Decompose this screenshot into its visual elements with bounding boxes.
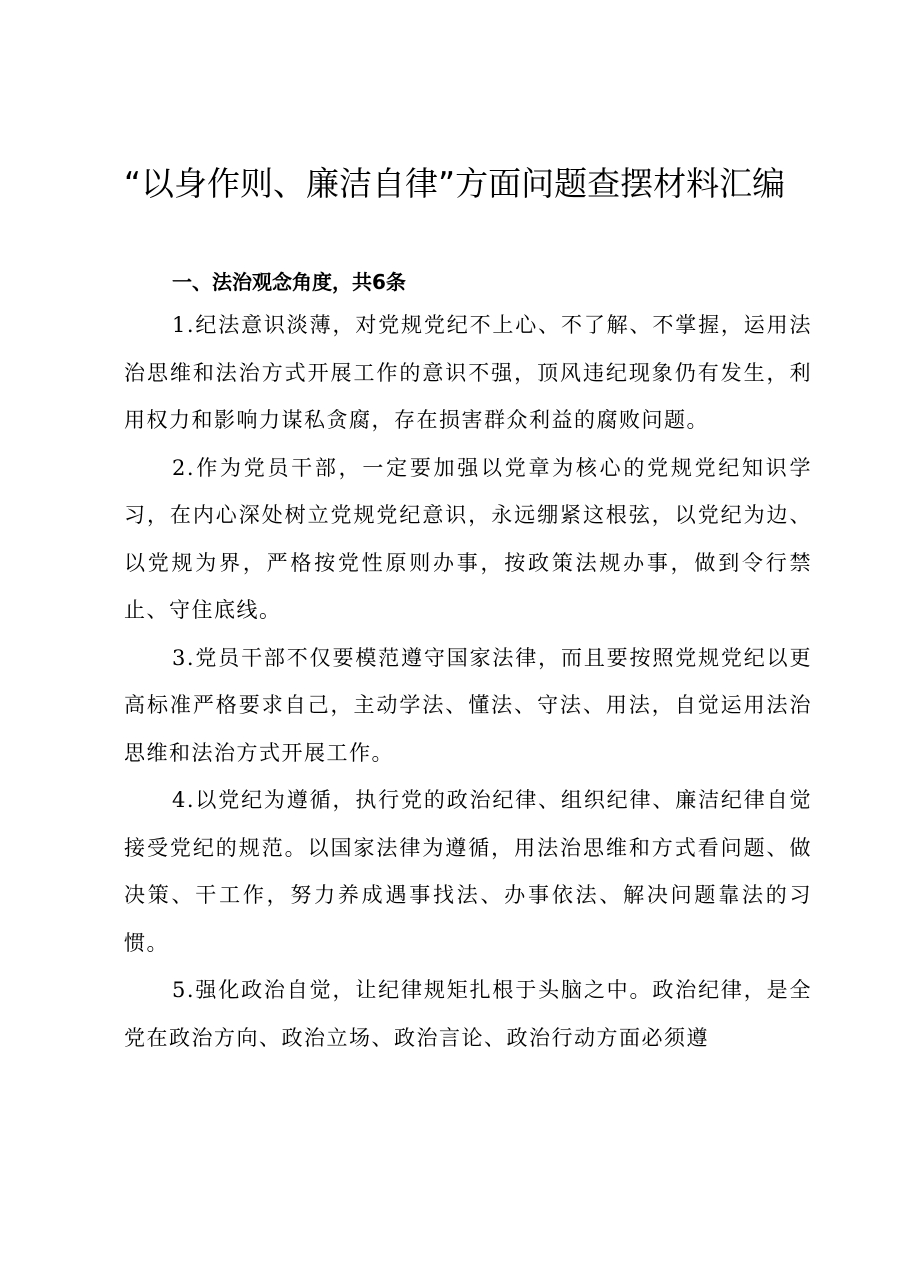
paragraph-1: 1.纪法意识淡薄，对党规党纪不上心、不了解、不掌握，运用法治思维和法治方式开展工作的意识不强，顶风违纪现象仍有发生，利用权力和影响力谋私贪腐，存在损害群众利益的腐败问题。 bbox=[124, 313, 812, 432]
section-heading: 一、法治观念角度，共6条 bbox=[172, 270, 406, 294]
document-body bbox=[124, 262, 812, 1062]
paragraph-2: 2.作为党员干部，一定要加强以党章为核心的党规党纪知识学习，在内心深处树立党规党纪意识，永远绷紧这根弦，以党纪为边、以党规为界，严格按党性原则办事，按政策法规办事，做到令行禁止、守住底线。 bbox=[124, 455, 812, 622]
paragraph-3: 3.党员干部不仅要模范遵守国家法律，而且要按照党规党纪以更高标准严格要求自己，主动学法、懂法、守法、用法，自觉运用法治思维和法治方式开展工作。 bbox=[124, 645, 812, 765]
document-title: “以身作则、廉洁自律”方面问题查摆材料汇编 bbox=[123, 164, 786, 203]
paragraph-5: 5.强化政治自觉，让纪律规矩扎根于头脑之中。政治纪律，是全党在政治方向、政治立场、政治言论、政治行动方面必须遵 bbox=[124, 978, 812, 1050]
paragraph-4: 4.以党纪为遵循，执行党的政治纪律、组织纪律、廉洁纪律自觉接受党纪的规范。以国家法律为遵循，用法治思维和方式看问题、做决策、干工作，努力养成遇事找法、办事依法、解决问题靠法的习惯。 bbox=[124, 788, 812, 955]
